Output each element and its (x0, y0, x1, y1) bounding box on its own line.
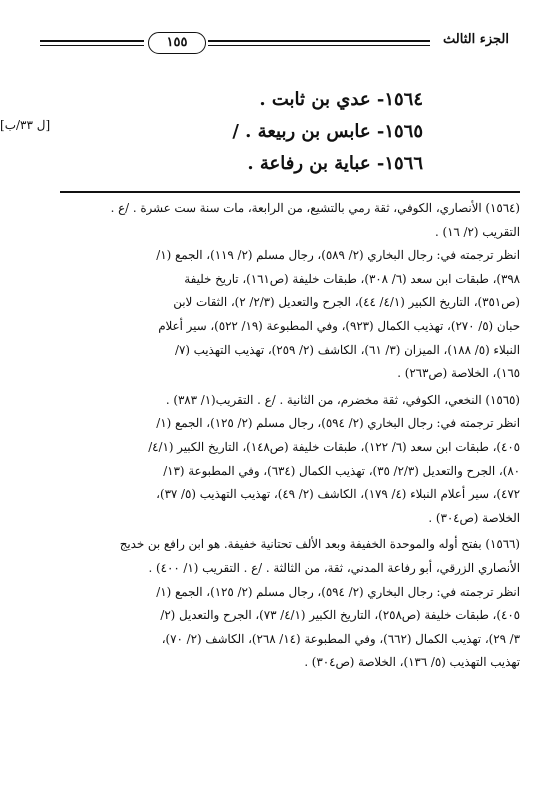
footnote-line: ٣٩٨)، طبقات ابن سعد (٦/ ٣٠٨)، طبقات خليفة (ص١٦١)، تاريخ خليفة (184, 271, 520, 286)
entry-1566: ١٥٦٦- عباية بن رفاعة . (247, 153, 423, 174)
footnote-line: تهذيب التهذيب (٥/ ١٣٦)، الخلاصة (ص٣٠٤) . (304, 655, 520, 670)
header-rule-right (208, 40, 430, 42)
entry-1564: ١٥٦٤- عدي بن ثابت . (259, 89, 423, 110)
footnote-1564 (52, 197, 520, 386)
footnote-line: ٨٠)، الجرح والتعديل (٢/٣/ ٣٥)، تهذيب الكمال (٦٣٤)، وفي المطبوعة (١٣/ (163, 463, 520, 478)
footnotes (52, 197, 520, 678)
footnote-line: (١٥٦٦) بفتح أوله والموحدة الخفيفة وبعد الألف تحتانية خفيفة. هو ابن رافع بن خديج (119, 537, 520, 552)
footnote-line: (١٥٦٤) الأنصاري، الكوفي، ثقة رمي بالتشيع، من الرابعة، مات سنة ست عشرة . /ع . (110, 201, 520, 215)
footnote-1565 (52, 389, 520, 531)
header-rule-left (40, 40, 144, 42)
footnote-line: (ص٣٥١)، التاريخ الكبير (٤/١/ ٤٤)، الجرح والتعديل (٢/٣/ ٢)، الثقات لابن (173, 295, 520, 310)
manuscript-folio-note: [ل ٣٣/ب] (0, 118, 51, 132)
footnote-line: ٤٠٥)، طبقات ابن سعد (٦/ ١٢٢)، طبقات خليفة (ص١٤٨)، التاريخ الكبير (٤/١/ (148, 439, 520, 454)
footnote-line: ٤٧٢)، سير أعلام النبلاء (٤/ ١٧٩)، الكاشف (٢/ ٤٩)، تهذيب التهذيب (٥/ ٣٧)، (156, 487, 520, 502)
footnote-line: انظر ترجمته في: رجال البخاري (٢/ ٥٩٤)، رجال مسلم (٢/ ١٢٥)، الجمع (١/ (156, 416, 520, 431)
header-rule-left-thin (40, 45, 144, 46)
footnote-line: حبان (٥/ ٢٧٠)، تهذيب الكمال (٩٢٣)، وفي المطبوعة (١٩/ ٥٢٢)، سير أعلام (158, 318, 520, 333)
page-header (40, 30, 515, 56)
footnote-line: الخلاصة (ص٣٠٤) . (428, 510, 520, 525)
footnote-1566 (52, 533, 520, 675)
header-rule-right-thin (208, 45, 430, 46)
entry-1565: ١٥٦٥- عابس بن ربيعة . / (232, 121, 423, 142)
footnote-separator (60, 191, 520, 193)
footnote-line: ١٦٥)، الخلاصة (ص٢٦٣) . (397, 366, 520, 381)
entry-list (123, 84, 423, 180)
footnote-line: النبلاء (٥/ ١٨٨)، الميزان (٣/ ٦١)، الكاشف (٢/ ٢٥٩)، تهذيب التهذيب (٧/ (174, 342, 520, 357)
footnote-line: الأنصاري الزرقي، أبو رفاعة المدني، ثقة، من الثالثة . /ع . التقريب (١/ ٤٠٠) . (148, 560, 520, 575)
footnote-line: انظر ترجمته في: رجال البخاري (٢/ ٥٨٩)، رجال مسلم (٢/ ١١٩)، الجمع (١/ (156, 248, 520, 263)
footnote-line: انظر ترجمته في: رجال البخاري (٢/ ٥٩٤)، رجال مسلم (٢/ ١٢٥)، الجمع (١/ (156, 584, 520, 599)
footnote-line: التقريب (٢/ ١٦) . (434, 224, 520, 239)
footnote-line: (١٥٦٥) النخعي، الكوفي، ثقة مخضرم، من الثانية . /ع . التقريب(١/ ٣٨٣) . (165, 392, 520, 407)
footnote-line: ٣/ ٢٩)، تهذيب الكمال (٦٦٢)، وفي المطبوعة (١٤/ ٢٦٨)، الكاشف (٢/ ٧٠)، (161, 631, 520, 646)
footnote-line: ٤٠٥)، طبقات خليفة (ص٢٥٨)، التاريخ الكبير (٤/١/ ٧٣)، الجرح والتعديل (٢/ (160, 608, 520, 623)
chapter-title: الجزء الثالث (443, 32, 509, 47)
page-number: ١٥٥ (148, 32, 206, 54)
